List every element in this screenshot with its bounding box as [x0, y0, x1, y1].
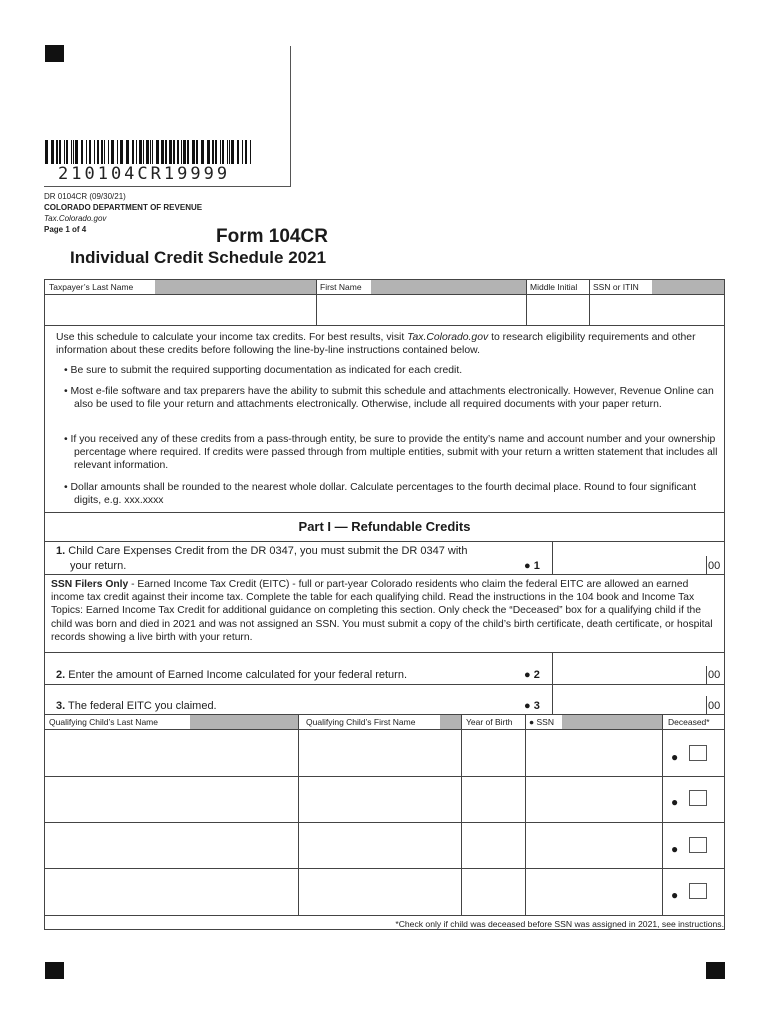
divider [44, 868, 725, 869]
barcode-bar [165, 140, 167, 164]
child-2-last-name-field[interactable] [46, 778, 296, 821]
child-1-deceased-checkbox[interactable] [689, 745, 707, 761]
barcode-bar [59, 140, 61, 164]
barcode-bar [196, 140, 198, 164]
child-4-ssn-field[interactable] [527, 870, 660, 914]
first-name-label-shade [371, 280, 526, 294]
child-1-last-name-field[interactable] [46, 731, 296, 775]
divider [44, 512, 725, 513]
child-2-deceased-bullet: ● [671, 795, 679, 809]
barcode-bar [181, 140, 182, 164]
form-title: Form 104CR [216, 226, 328, 247]
barcode-bar [183, 140, 186, 164]
divider [44, 541, 725, 542]
year-of-birth-header: Year of Birth [466, 717, 513, 727]
barcode-bar [245, 140, 247, 164]
divider [44, 776, 725, 777]
child-3-deceased-bullet: ● [671, 842, 679, 856]
barcode-bar [242, 140, 243, 164]
child-first-name-header: Qualifying Child’s First Name [306, 717, 416, 727]
barcode-bar [227, 140, 228, 164]
barcode-bar [150, 140, 151, 164]
barcode-bar [56, 140, 58, 164]
divider [44, 915, 725, 916]
line-1-cents: 00 [708, 560, 721, 572]
barcode-bar [132, 140, 134, 164]
barcode-bar [231, 140, 234, 164]
barcode-bar [94, 140, 95, 164]
child-1-year-of-birth-field[interactable] [463, 731, 523, 775]
line-1-label-cont: your return. [70, 560, 127, 572]
schedule-title: Individual Credit Schedule 2021 [70, 248, 327, 267]
barcode-bar [222, 140, 224, 164]
form-code: DR 0104CR (09/30/21) [44, 192, 126, 201]
instruction-bullet: • Be sure to submit the required supporting documentation as indicated for each credit. [64, 365, 463, 376]
barcode-bar [51, 140, 54, 164]
child-4-year-of-birth-field[interactable] [463, 870, 523, 914]
barcode-bar [177, 140, 179, 164]
barcode-bar [161, 140, 164, 164]
taxpayer-last-name-field[interactable] [46, 296, 314, 324]
child-3-year-of-birth-field[interactable] [463, 824, 523, 867]
divider [552, 652, 553, 684]
child-4-deceased-checkbox[interactable] [689, 883, 707, 899]
barcode-bar [64, 140, 65, 164]
child-3-deceased-checkbox[interactable] [689, 837, 707, 853]
barcode-bar [139, 140, 142, 164]
divider [662, 714, 663, 916]
barcode-bar [45, 140, 48, 164]
barcode-bar [101, 140, 103, 164]
barcode-bar [173, 140, 175, 164]
tax-colorado-link[interactable]: Tax.Colorado.gov [407, 332, 489, 343]
child-1-first-name-field[interactable] [300, 731, 459, 775]
barcode-bar [201, 140, 204, 164]
child-3-first-name-field[interactable] [300, 824, 459, 867]
barcode-bar [117, 140, 118, 164]
ssn-itin-label: SSN or ITIN [593, 282, 639, 292]
barcode-bar [120, 140, 123, 164]
divider [525, 714, 526, 916]
child-ssn-header: ● SSN [529, 717, 554, 727]
barcode-bar [81, 140, 83, 164]
divider [44, 574, 725, 575]
child-4-first-name-field[interactable] [300, 870, 459, 914]
barcode-bar [71, 140, 72, 164]
line-3-label: 3. The federal EITC you claimed. [56, 700, 217, 712]
ssn-itin-field[interactable] [591, 296, 723, 324]
divider [44, 684, 725, 685]
child-last-name-header-shade [190, 715, 298, 729]
barcode-bar [220, 140, 221, 164]
first-name-label: First Name [320, 282, 362, 292]
divider [589, 279, 590, 325]
barcode-bar [89, 140, 91, 164]
divider [316, 279, 317, 325]
barcode-bar [237, 140, 239, 164]
barcode-bar [104, 140, 105, 164]
middle-initial-label: Middle Initial [530, 282, 578, 292]
line-2-label: 2. Enter the amount of Earned Income calculated for your federal return. [56, 669, 407, 681]
child-4-last-name-field[interactable] [46, 870, 296, 914]
divider [44, 652, 725, 653]
instructions-intro: Use this schedule to calculate your income tax credits. For best results, visit Tax.Colorado.gov to research eligibility requirements and other information about these credits before following the line-by-line instructions contained below. [56, 332, 696, 357]
barcode-bar [156, 140, 159, 164]
registration-mark-bottom-left [45, 962, 64, 979]
barcode-bar [212, 140, 214, 164]
barcode-bar [169, 140, 172, 164]
barcode-bar [108, 140, 109, 164]
barcode-bar [250, 140, 251, 164]
barcode-bar [86, 140, 87, 164]
barcode-bar [126, 140, 129, 164]
divider [298, 714, 299, 916]
divider [44, 294, 725, 295]
registration-mark-bottom-right [706, 962, 725, 979]
line-2-amount-field[interactable] [554, 654, 704, 683]
divider [706, 556, 707, 574]
child-1-deceased-bullet: ● [671, 750, 679, 764]
child-1-ssn-field[interactable] [527, 731, 660, 775]
line-2-marker: ● 2 [524, 669, 540, 681]
barcode-bar [146, 140, 149, 164]
line-3-cents: 00 [708, 700, 721, 712]
child-2-year-of-birth-field[interactable] [463, 778, 523, 821]
divider [44, 325, 725, 326]
barcode-bar [215, 140, 217, 164]
barcode-bar [207, 140, 210, 164]
part-1-title: Part I — Refundable Credits [298, 519, 471, 534]
deceased-footnote: *Check only if child was deceased before SSN was assigned in 2021, see instructions. [395, 919, 724, 929]
ssn-label-shade [652, 280, 724, 294]
barcode-image [45, 140, 253, 164]
line-2-cents: 00 [708, 669, 721, 681]
child-3-last-name-field[interactable] [46, 824, 296, 867]
department-name: COLORADO DEPARTMENT OF REVENUE [44, 203, 203, 212]
barcode-bar [66, 140, 68, 164]
divider [706, 666, 707, 684]
divider [552, 684, 553, 714]
child-2-ssn-field[interactable] [527, 778, 660, 821]
child-first-name-header-shade [440, 715, 461, 729]
divider [526, 279, 527, 325]
child-3-ssn-field[interactable] [527, 824, 660, 867]
divider [552, 541, 553, 574]
line-1-label: 1. Child Care Expenses Credit from the DR 0347, you must submit the DR 0347 with [56, 545, 468, 557]
barcode-bar [73, 140, 74, 164]
instruction-bullet: • Most e-file software and tax preparers have the ability to submit this schedule and attachments electronically. However, Revenue Online can also be used to file your return and attachments electronically. Otherwise, include all required documents with your paper return. [64, 386, 714, 411]
instruction-bullet: • Dollar amounts shall be rounded to the nearest whole dollar. Calculate percentages to the fourth decimal place. Round to four significant digits, e.g. xxx.xxxx [64, 482, 697, 507]
child-last-name-header: Qualifying Child’s Last Name [49, 717, 158, 727]
barcode-bar [136, 140, 137, 164]
last-name-label: Taxpayer’s Last Name [49, 282, 134, 292]
page-indicator: Page 1 of 4 [44, 225, 87, 234]
barcode-number: 210104CR19999 [58, 164, 231, 184]
line-3-amount-field[interactable] [554, 686, 704, 713]
barcode-bar [75, 140, 78, 164]
department-website: Tax.Colorado.gov [44, 214, 107, 223]
barcode-bar [97, 140, 99, 164]
ssn-filers-instructions: SSN Filers Only - Earned Income Tax Credit (EITC) - full or part-year Colorado residents who claim the federal EITC are allowed an earned income tax credit against their income tax. Complete the table for each qualifying child. Read the instructions in the 104 book and Income Tax Topics: Earned Income Tax Credit for additional guidance on completing this section. Only check the “Deceased” box for a qualifying child if the child was born and died in 2021 and was not assigned an SSN. You must submit a copy of the child’s birth certificate, death certificate, or hospital records showing a live birth with your return. [51, 579, 713, 643]
child-2-deceased-checkbox[interactable] [689, 790, 707, 806]
barcode-bar [187, 140, 189, 164]
line-1-marker: ● 1 [524, 560, 540, 572]
last-name-label-shade [155, 280, 316, 294]
divider [706, 696, 707, 714]
deceased-header: Deceased* [668, 717, 710, 727]
divider [44, 729, 725, 730]
barcode-bar [111, 140, 114, 164]
taxpayer-first-name-field[interactable] [318, 296, 524, 324]
barcode-bar [229, 140, 230, 164]
ssn-header-shade [562, 715, 662, 729]
barcode-bar [143, 140, 144, 164]
divider [44, 822, 725, 823]
child-2-first-name-field[interactable] [300, 778, 459, 821]
middle-initial-field[interactable] [528, 296, 587, 324]
instruction-bullet: • If you received any of these credits from a pass-through entity, be sure to provide the entity’s name and account number and your ownership percentage where required. If credits were passed through from multiple entities, submit with your return a written statement that includes all relevant information. [64, 434, 718, 472]
divider [461, 714, 462, 916]
line-1-amount-field[interactable] [554, 543, 704, 573]
barcode-bar [192, 140, 195, 164]
barcode-bar [152, 140, 153, 164]
child-4-deceased-bullet: ● [671, 888, 679, 902]
line-3-marker: ● 3 [524, 700, 540, 712]
